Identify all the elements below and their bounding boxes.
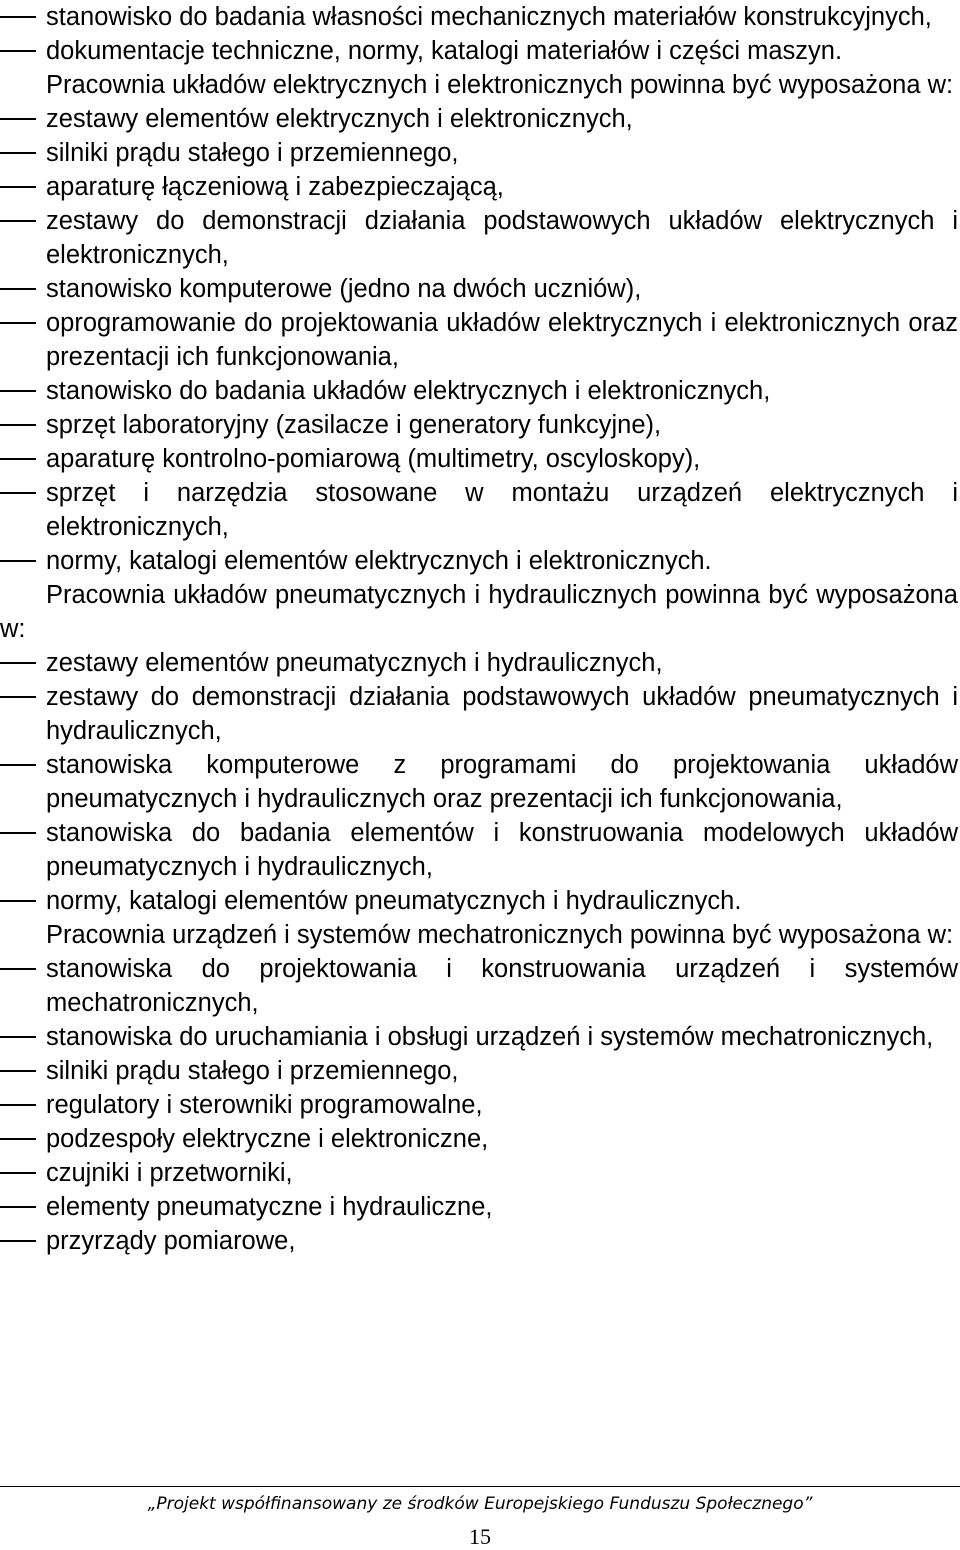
list-item: czujniki i przetworniki, [0,1156,958,1190]
list-item: stanowisko do badania układów elektrycznych i elektronicznych, [0,374,958,408]
dash-bullet-icon [0,560,36,562]
list-item: stanowiska do badania elementów i konstruowania modelowych układów pneumatycznych i hydraulicznych, [0,816,958,884]
list-item: zestawy elementów pneumatycznych i hydraulicznych, [0,646,958,680]
dash-bullet-icon [0,1206,36,1208]
list-item: aparaturę łączeniową i zabezpieczającą, [0,170,958,204]
footer-divider [0,1486,960,1487]
list-item: silniki prądu stałego i przemiennego, [0,136,958,170]
list-item: stanowisko do badania własności mechanicznych materiałów konstrukcyjnych, [0,0,958,34]
list-item: podzespoły elektryczne i elektroniczne, [0,1122,958,1156]
list-item: sprzęt laboratoryjny (zasilacze i generatory funkcyjne), [0,408,958,442]
list-item: stanowisko komputerowe (jedno na dwóch uczniów), [0,272,958,306]
dash-bullet-icon [0,186,36,188]
list-item: aparaturę kontrolno-pomiarową (multimetry, oscyloskopy), [0,442,958,476]
dash-bullet-icon [0,288,36,290]
dash-bullet-icon [0,1070,36,1072]
dash-bullet-icon [0,492,36,494]
footer-funding-note: „Projekt współfinansowany ze środków Europejskiego Funduszu Społecznego” [147,1494,813,1514]
list-item: normy, katalogi elementów elektrycznych i elektronicznych. [0,544,958,578]
page-number: 15 [469,1524,491,1549]
list-item: zestawy do demonstracji działania podstawowych układów pneumatycznych i hydraulicznych, [0,680,958,748]
dash-bullet-icon [0,1104,36,1106]
dash-bullet-icon [0,220,36,222]
dash-bullet-icon [0,696,36,698]
dash-bullet-icon [0,16,36,18]
dash-bullet-icon [0,424,36,426]
section-heading-mechatronics: Pracownia urządzeń i systemów mechatronicznych powinna być wyposażona w: [46,921,954,949]
dash-bullet-icon [0,1240,36,1242]
list-item: oprogramowanie do projektowania układów elektrycznych i elektronicznych oraz prezentacji ich funkcjonowania, [0,306,958,374]
list-item: zestawy do demonstracji działania podstawowych układów elektrycznych i elektronicznych, [0,204,958,272]
list-item: regulatory i sterowniki programowalne, [0,1088,958,1122]
list-item: dokumentacje techniczne, normy, katalogi materiałów i części maszyn. [0,34,958,68]
dash-bullet-icon [0,900,36,902]
list-item: przyrządy pomiarowe, [0,1224,958,1258]
list-item: zestawy elementów elektrycznych i elektronicznych, [0,102,958,136]
list-item: stanowiska do uruchamiania i obsługi urządzeń i systemów mechatronicznych, [0,1020,958,1054]
dash-bullet-icon [0,764,36,766]
list-item: silniki prądu stałego i przemiennego, [0,1054,958,1088]
list-item: stanowiska do projektowania i konstruowania urządzeń i systemów mechatronicznych, [0,952,958,1020]
dash-bullet-icon [0,1138,36,1140]
list-item: normy, katalogi elementów pneumatycznych i hydraulicznych. [0,884,958,918]
section-heading-pneumatic: Pracownia układów pneumatycznych i hydraulicznych powinna być wyposażona w: [0,581,958,643]
dash-bullet-icon [0,458,36,460]
dash-bullet-icon [0,390,36,392]
dash-bullet-icon [0,50,36,52]
dash-bullet-icon [0,832,36,834]
dash-bullet-icon [0,152,36,154]
dash-bullet-icon [0,662,36,664]
list-item: elementy pneumatyczne i hydrauliczne, [0,1190,958,1224]
dash-bullet-icon [0,1036,36,1038]
dash-bullet-icon [0,968,36,970]
dash-bullet-icon [0,118,36,120]
list-item: stanowiska komputerowe z programami do projektowania układów pneumatycznych i hydraulicznych oraz prezentacji ich funkcjonowania, [0,748,958,816]
dash-bullet-icon [0,1172,36,1174]
list-item: sprzęt i narzędzia stosowane w montażu urządzeń elektrycznych i elektronicznych, [0,476,958,544]
dash-bullet-icon [0,322,36,324]
section-heading-electrical: Pracownia układów elektrycznych i elektronicznych powinna być wyposażona w: [46,71,954,99]
